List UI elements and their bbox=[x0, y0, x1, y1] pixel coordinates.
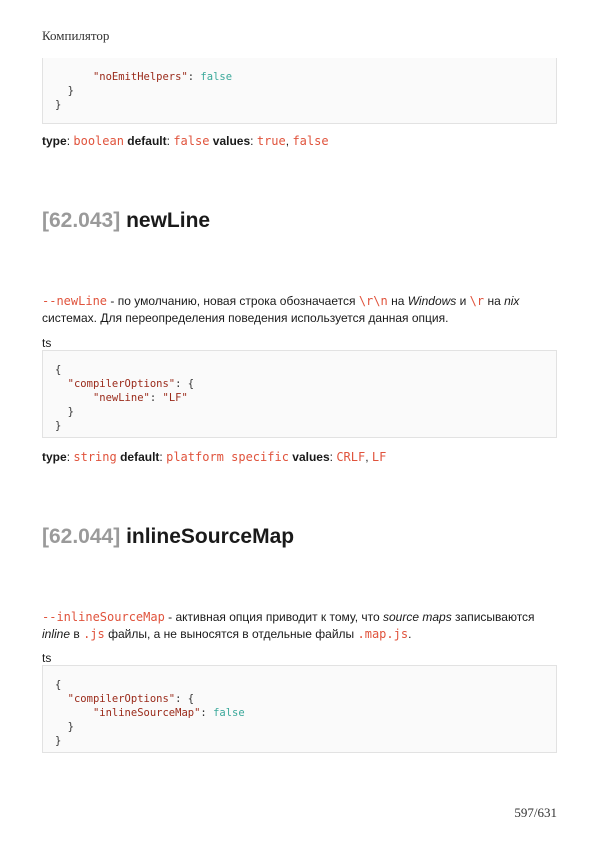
text: системах. Для переопределения поведения используется данная опция. bbox=[42, 311, 449, 325]
value-option: CRLF bbox=[336, 450, 366, 464]
inline-code: .js bbox=[83, 627, 105, 641]
inline-code: \r bbox=[469, 294, 485, 308]
default-value: platform specific bbox=[166, 450, 289, 464]
text: в bbox=[70, 627, 84, 641]
code-brace: } bbox=[67, 85, 74, 97]
code-brace: } bbox=[67, 721, 74, 733]
code-colon: : bbox=[187, 71, 201, 83]
text: записываются bbox=[451, 610, 535, 624]
colon: : bbox=[329, 450, 333, 464]
value-option: LF bbox=[371, 450, 387, 464]
running-header: Компилятор bbox=[42, 28, 110, 43]
text: . bbox=[408, 627, 412, 641]
code-punc: : { bbox=[175, 378, 195, 390]
default-label: default bbox=[127, 134, 167, 148]
code-value: false bbox=[200, 71, 233, 83]
code-key: "noEmitHelpers" bbox=[92, 71, 188, 83]
page-number: 597/631 bbox=[514, 805, 557, 820]
values-label: values bbox=[292, 450, 330, 464]
colon: : bbox=[250, 134, 254, 148]
section-heading-inline-source-map bbox=[42, 525, 294, 549]
default-label: default bbox=[120, 450, 160, 464]
code-key: "inlineSourceMap" bbox=[92, 707, 201, 719]
code-text bbox=[55, 70, 232, 112]
code-value: false bbox=[213, 707, 245, 719]
code-key: "newLine" bbox=[92, 392, 150, 404]
code-key: "compilerOptions" bbox=[67, 693, 176, 705]
code-colon: : bbox=[200, 707, 214, 719]
inline-source-map-description bbox=[42, 609, 562, 643]
text: на bbox=[484, 294, 505, 308]
text: на bbox=[387, 294, 408, 308]
text: и bbox=[456, 294, 470, 308]
text: - по умолчанию, новая строка обозначается bbox=[107, 294, 359, 308]
code-block-no-emit-helpers bbox=[42, 58, 557, 124]
code-colon: : bbox=[149, 392, 163, 404]
section-number: [62.044] bbox=[42, 525, 121, 548]
section-heading-newline bbox=[42, 209, 210, 233]
colon: : bbox=[166, 134, 170, 148]
type-label: type bbox=[42, 450, 67, 464]
section-title: inlineSourceMap bbox=[126, 525, 295, 548]
code-brace: } bbox=[55, 420, 62, 432]
value-option: false bbox=[292, 134, 329, 148]
code-brace: { bbox=[55, 679, 62, 691]
code-value: "LF" bbox=[162, 392, 188, 404]
code-brace: } bbox=[55, 99, 62, 111]
text: - активная опция приводит к тому, что bbox=[164, 610, 383, 624]
flag-code: --inlineSourceMap bbox=[42, 610, 165, 624]
code-brace: } bbox=[67, 406, 74, 418]
code-brace: } bbox=[55, 735, 62, 747]
option-meta-newline bbox=[42, 450, 386, 464]
code-key: "compilerOptions" bbox=[67, 378, 176, 390]
colon: : bbox=[159, 450, 163, 464]
code-punc: : { bbox=[175, 693, 195, 705]
inline-code: .map.js bbox=[357, 627, 409, 641]
separator: , bbox=[285, 134, 290, 148]
colon: : bbox=[66, 134, 71, 148]
emphasis: Windows bbox=[407, 294, 457, 308]
values-label: values bbox=[212, 134, 251, 148]
type-value: string bbox=[73, 450, 117, 464]
inline-code: \r\n bbox=[358, 294, 388, 308]
option-meta-no-emit-helpers bbox=[42, 134, 329, 148]
section-title: newLine bbox=[126, 209, 211, 232]
default-value: false bbox=[173, 134, 210, 148]
emphasis: inline bbox=[42, 627, 71, 641]
code-language-label: ts bbox=[42, 336, 52, 350]
emphasis: source maps bbox=[383, 610, 452, 624]
emphasis: nix bbox=[504, 294, 520, 308]
type-label: type bbox=[42, 134, 67, 148]
text: файлы, а не выносятся в отдельные файлы bbox=[104, 627, 358, 641]
code-text bbox=[55, 363, 194, 433]
section-number: [62.043] bbox=[42, 209, 121, 232]
value-option: true bbox=[256, 134, 286, 148]
code-text bbox=[55, 678, 245, 748]
flag-code: --newLine bbox=[42, 294, 108, 308]
code-language-label: ts bbox=[42, 651, 52, 665]
newline-description bbox=[42, 293, 562, 327]
separator: , bbox=[365, 450, 369, 464]
code-brace: { bbox=[55, 364, 62, 376]
type-value: boolean bbox=[73, 134, 124, 148]
colon: : bbox=[66, 450, 71, 464]
code-block-inline-source-map bbox=[42, 665, 557, 753]
code-block-newline bbox=[42, 350, 557, 438]
